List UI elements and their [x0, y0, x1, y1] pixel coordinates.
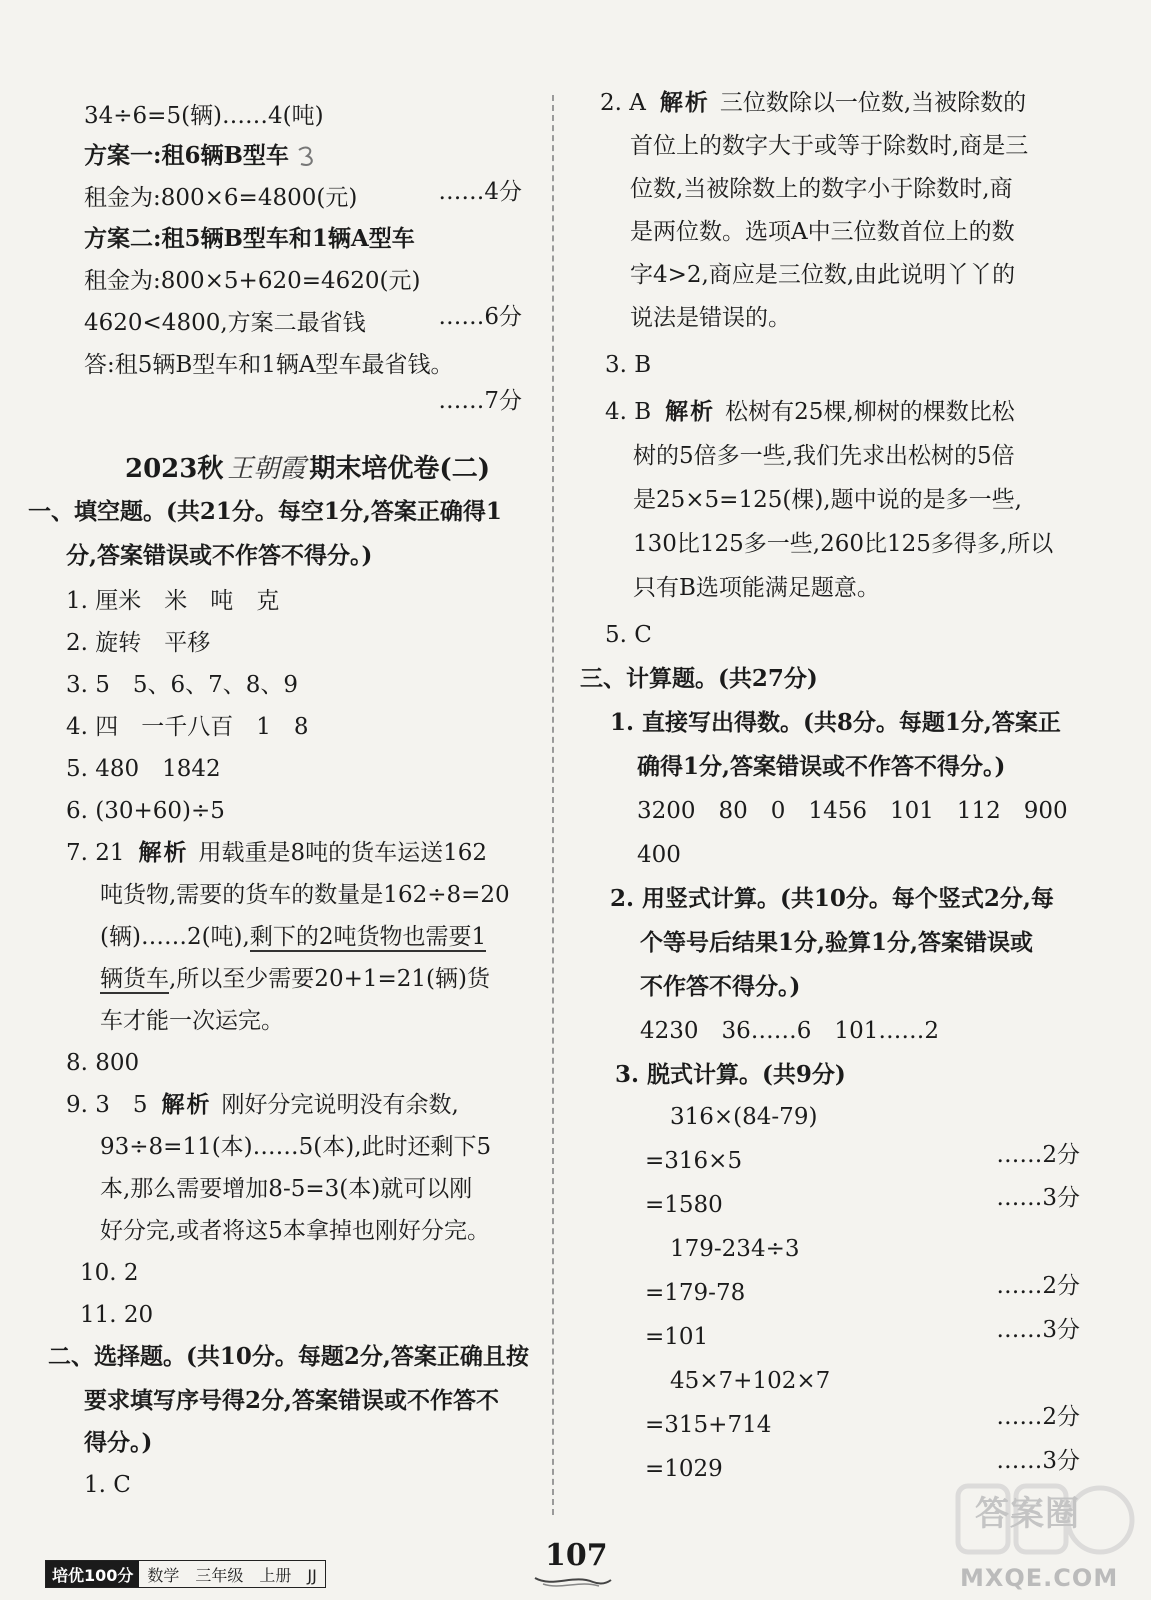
answer-line: 6. (30+60)÷5: [66, 798, 225, 824]
answer-line: 本,那么需要增加8-5=3(本)就可以刚: [100, 1176, 473, 1202]
expression-step: =1580: [645, 1192, 723, 1218]
score-mark: ……3分: [996, 1317, 1080, 1343]
answer-line: 1. 厘米 米 吨 克: [66, 588, 280, 614]
answer-line: 租金为:800×5+620=4620(元): [84, 268, 421, 294]
sub-heading: 不作答不得分。): [640, 973, 801, 1000]
question-number: 2. A: [600, 90, 646, 116]
score-mark: ……7分: [438, 388, 522, 414]
handwritten-mark-icon: [293, 144, 321, 170]
expression: 45×7+102×7: [670, 1368, 831, 1394]
analysis-text: 三位数除以一位数,当被除数的: [719, 90, 1027, 116]
exam-title: [125, 452, 490, 486]
analysis-text: 刚好分完说明没有余数,: [221, 1092, 459, 1118]
score-mark: ……3分: [996, 1448, 1080, 1474]
answer-line: 11. 20: [80, 1302, 154, 1328]
expression-step: =316×5: [645, 1148, 743, 1174]
title-text: 期末培优卷(二): [309, 454, 490, 484]
section-heading: 三、计算题。(共27分): [580, 665, 818, 692]
answer-line: 10. 2: [80, 1260, 139, 1286]
answer-line: [605, 397, 1015, 427]
answer-line: 树的5倍多一些,我们先求出松树的5倍: [633, 443, 1015, 469]
question-number: 7. 21: [66, 840, 125, 866]
section-heading: 分,答案错误或不作答不得分。): [66, 542, 373, 569]
expression: 179-234÷3: [670, 1236, 800, 1262]
answer-line: [84, 141, 321, 171]
column-divider: [552, 95, 554, 1515]
answer-line: 租金为:800×6=4800(元): [84, 185, 358, 211]
answer-line: 400: [637, 842, 681, 868]
grade-info: 数学 三年级 上册 JJ: [147, 1566, 317, 1585]
answer-line: 首位上的数字大于或等于除数时,商是三: [630, 133, 1029, 159]
brand-name: 培优100分: [46, 1561, 139, 1587]
expression-step: =101: [645, 1324, 709, 1350]
score-mark: ……2分: [996, 1404, 1080, 1430]
section-heading: 得分。): [84, 1429, 153, 1456]
page-number: 107: [545, 1538, 608, 1573]
answer-line: 吨货物,需要的货车的数量是162÷8=20: [100, 882, 510, 908]
title-year: 2023秋: [125, 454, 224, 484]
book-label: [45, 1560, 326, 1588]
answer-line: [66, 838, 487, 868]
watermark-text: MXQE.COM: [960, 1564, 1119, 1592]
analysis-text: ,所以至少需要20+1=21(辆)货: [169, 966, 490, 992]
score-mark: ……4分: [438, 179, 522, 205]
answer-line: 2. 旋转 平移: [66, 630, 211, 656]
section-heading: 二、选择题。(共10分。每题2分,答案正确且按: [48, 1343, 529, 1370]
watermark-cn: 答案圈: [975, 1494, 1080, 1534]
sub-heading: 1. 直接写出得数。(共8分。每题1分,答案正: [610, 709, 1061, 736]
score-mark: ……2分: [996, 1142, 1080, 1168]
answer-line: [66, 1090, 459, 1120]
answer-line: 方案二:租5辆B型车和1辆A型车: [84, 225, 415, 252]
expression-step: =1029: [645, 1456, 723, 1482]
underlined-text: 辆货车: [100, 966, 169, 992]
underlined-text: 剩下的2吨货物也需要1: [249, 924, 487, 950]
score-mark: ……2分: [996, 1273, 1080, 1299]
answer-line: 说法是错误的。: [630, 305, 791, 331]
answer-line: 答:租5辆B型车和1辆A型车最省钱。: [84, 352, 454, 378]
sub-heading: 个等号后结果1分,验算1分,答案错误或: [640, 929, 1034, 956]
section-heading: 一、填空题。(共21分。每空1分,答案正确得1: [28, 498, 502, 525]
answer-line: 3200 80 0 1456 101 112 900: [637, 798, 1068, 824]
sub-heading: 2. 用竖式计算。(共10分。每个竖式2分,每: [610, 885, 1054, 912]
analysis-text: 用载重是8吨的货车运送162: [198, 840, 488, 866]
brand-seal: 王朝霞: [227, 454, 306, 484]
answer-line: 4620<4800,方案二最省钱: [84, 310, 366, 336]
answer-line: 34÷6=5(辆)……4(吨): [84, 103, 324, 129]
expression-step: =315+714: [645, 1412, 772, 1438]
sub-heading: 3. 脱式计算。(共9分): [615, 1061, 846, 1088]
expression-step: =179-78: [645, 1280, 746, 1306]
question-number: 4. B: [605, 399, 652, 425]
answer-line: 是两位数。选项A中三位数首位上的数: [630, 219, 1015, 245]
answer-line: 93÷8=11(本)……5(本),此时还剩下5: [100, 1134, 492, 1160]
expression: 316×(84-79): [670, 1104, 818, 1130]
answer-line: 3. 5 5、6、7、8、9: [66, 672, 299, 698]
analysis-label: 解析: [138, 839, 189, 866]
analysis-text: 松树有25棵,柳树的棵数比松: [725, 399, 1015, 425]
answer-line: 3. B: [605, 352, 652, 378]
answer-line: 5. 480 1842: [66, 756, 221, 782]
answer-line: 车才能一次运完。: [100, 1008, 284, 1034]
score-mark: ……6分: [438, 304, 522, 330]
analysis-label: 解析: [659, 89, 710, 116]
score-mark: ……3分: [996, 1185, 1080, 1211]
question-number: 9. 3 5: [66, 1092, 148, 1118]
analysis-label: 解析: [161, 1091, 212, 1118]
answer-line: 字4>2,商应是三位数,由此说明丫丫的: [630, 262, 1016, 288]
answer-line: 好分完,或者将这5本拿掉也刚好分完。: [100, 1218, 490, 1244]
answer-line: [100, 922, 486, 952]
answer-line: 只有B选项能满足题意。: [633, 575, 880, 601]
sub-heading: 确得1分,答案错误或不作答不得分。): [637, 753, 1006, 780]
answer-line: 4. 四 一千八百 1 8: [66, 714, 309, 740]
answer-line: 1. C: [84, 1472, 131, 1498]
answer-line: 130比125多一些,260比125多得多,所以: [633, 531, 1054, 557]
answer-line: [600, 88, 1026, 118]
answer-line: 4230 36……6 101……2: [640, 1018, 939, 1044]
answer-line: 位数,当被除数上的数字小于除数时,商: [630, 176, 1013, 202]
answer-line: 5. C: [605, 622, 652, 648]
answer-line: 8. 800: [66, 1050, 140, 1076]
analysis-text: (辆)……2(吨),: [100, 924, 250, 950]
answer-line: [100, 964, 490, 994]
section-heading: 要求填写序号得2分,答案错误或不作答不: [84, 1387, 500, 1414]
page-number-wave-icon: [533, 1574, 613, 1588]
plan-one: 方案一:租6辆B型车: [84, 142, 289, 169]
analysis-label: 解析: [665, 398, 716, 425]
answer-line: 是25×5=125(棵),题中说的是多一些,: [633, 487, 1022, 513]
